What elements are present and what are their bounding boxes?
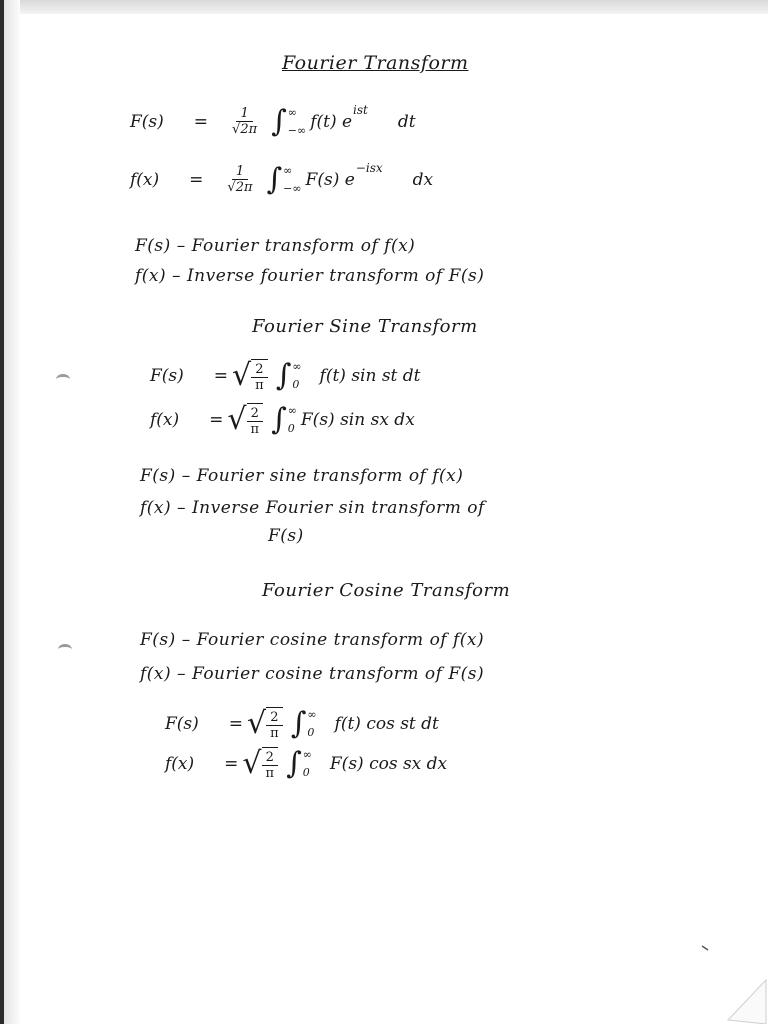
integral-sign: ∫ ∞ −∞ (271, 103, 307, 139)
fourier-definition-2: f(x) – Inverse fourier transform of F(s) (135, 266, 485, 286)
equals-sign: = (228, 713, 244, 734)
fourier-definition-1: F(s) – Fourier transform of f(x) (135, 236, 416, 256)
fourier-inverse-formula (130, 162, 433, 197)
cosine-forward-formula (165, 706, 439, 741)
sqrt-coefficient: √ $\frac{2}{\pi}$ (232, 359, 268, 393)
lhs: f(x) (130, 169, 160, 190)
equals-sign: = (213, 365, 229, 386)
equals-sign: = (224, 753, 239, 774)
integral-sign: ∫ ∞ 0 (286, 745, 312, 781)
punch-hole-mark (58, 644, 72, 655)
lhs: F(s) (130, 111, 164, 132)
equals-sign: = (193, 111, 209, 132)
heading-fourier-transform: Fourier Transform (282, 52, 469, 74)
integral-sign: ∫ ∞ 0 (275, 357, 302, 393)
sine-definition-2-continued: F(s) (268, 526, 304, 546)
cosine-inverse-formula (165, 746, 447, 781)
integrand: f(t) sin st dt (319, 365, 421, 386)
sine-inverse-formula (150, 402, 415, 437)
integrand: f(t) cos st dt (334, 713, 439, 734)
integral-sign: ∫ ∞ 0 (290, 705, 317, 741)
cosine-definition-2: f(x) – Fourier cosine transform of F(s) (140, 664, 485, 684)
punch-hole-mark (56, 374, 70, 385)
lhs: f(x) (150, 409, 180, 430)
equals-sign: = (189, 169, 204, 190)
integrand: F(s) cos sx dx (329, 753, 448, 774)
coefficient: $\frac{1}{√2\pi}$ (227, 164, 253, 196)
sine-definition-2: f(x) – Inverse Fourier sin transform of (140, 498, 485, 518)
sqrt-coefficient: √ $\frac{2}{\pi}$ (227, 403, 263, 437)
sqrt-coefficient: √ $\frac{2}{\pi}$ (242, 747, 278, 781)
integral-sign: ∫ ∞ 0 (271, 401, 297, 437)
page-corner-fold (700, 940, 768, 1024)
exponent: −isx (355, 160, 383, 175)
heading-fourier-sine-transform: Fourier Sine Transform (252, 316, 478, 337)
integral-sign: ∫ ∞ −∞ (266, 161, 302, 197)
lhs: F(s) (150, 365, 184, 386)
sine-forward-formula (150, 358, 421, 393)
exponent: ist (353, 102, 368, 117)
differential: dx (412, 169, 434, 190)
cosine-definition-1: F(s) – Fourier cosine transform of f(x) (140, 630, 485, 650)
equals-sign: = (209, 409, 224, 430)
integrand: f(t) e (310, 111, 353, 132)
heading-fourier-cosine-transform: Fourier Cosine Transform (262, 580, 511, 601)
lhs: F(s) (165, 713, 199, 734)
coefficient: $\frac{1}{√2\pi}$ (232, 106, 258, 138)
lhs: f(x) (165, 753, 195, 774)
differential: dt (397, 111, 416, 132)
integrand: F(s) e (305, 169, 355, 190)
integrand: F(s) sin sx dx (300, 409, 415, 430)
fourier-forward-formula (130, 104, 416, 139)
sqrt-coefficient: √ $\frac{2}{\pi}$ (247, 707, 283, 741)
sine-definition-1: F(s) – Fourier sine transform of f(x) (140, 466, 464, 486)
